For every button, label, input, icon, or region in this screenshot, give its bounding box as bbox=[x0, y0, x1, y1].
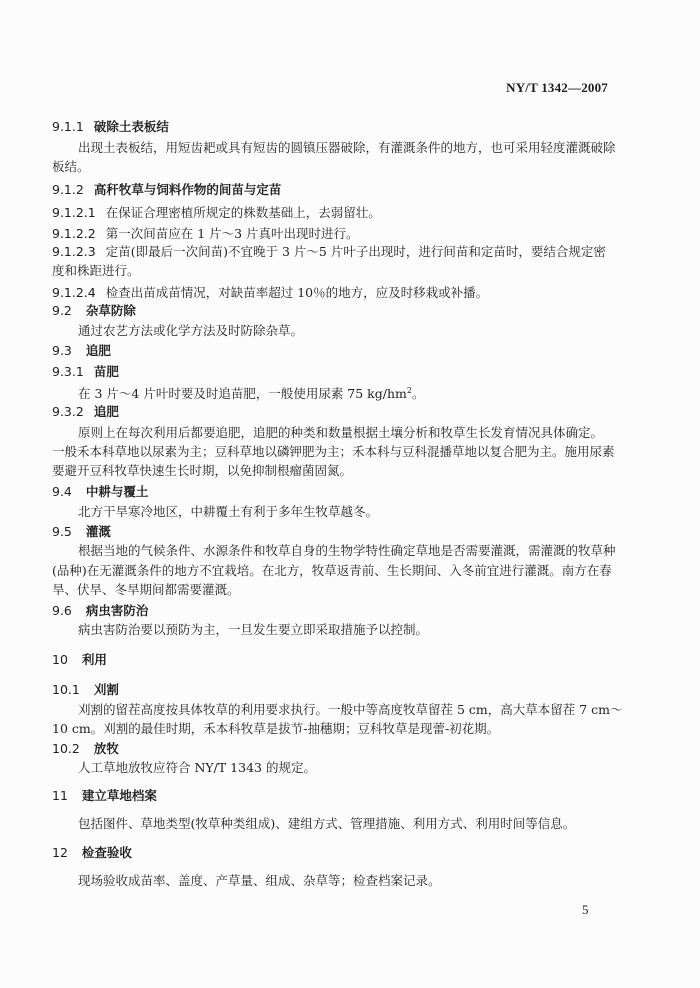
line-text: 人工草地放牧应符合 NY/T 1343 的规定。 bbox=[78, 760, 316, 775]
section-heading bbox=[52, 182, 281, 198]
paragraph-line bbox=[52, 563, 612, 579]
paragraph-line bbox=[52, 582, 240, 598]
clause-number: 9.3.2 bbox=[52, 404, 84, 419]
section-heading bbox=[52, 404, 119, 420]
line-text: 检查出苗成苗情况，对缺苗率超过 10％的地方，应及时移栽或补播。 bbox=[105, 285, 489, 300]
line-text: 第一次间苗应在 1 片～3 片真叶出现时进行。 bbox=[105, 226, 359, 241]
paragraph-line bbox=[52, 159, 90, 175]
line-text: 现场验收成苗率、盖度、产草量、组成、杂草等；检查档案记录。 bbox=[78, 873, 441, 888]
paragraph-line bbox=[78, 873, 441, 889]
numbered-clause bbox=[52, 285, 488, 301]
heading-text: 追肥 bbox=[93, 404, 119, 419]
clause-number: 9.3.1 bbox=[52, 364, 84, 379]
clause-number: 9.6 bbox=[52, 603, 72, 618]
line-text: 一般禾本科草地以尿素为主；豆科草地以磷钾肥为主；禾本科与豆科混播草地以复合肥为主。施用尿素 bbox=[52, 444, 615, 459]
section-heading bbox=[52, 741, 119, 757]
paragraph-line bbox=[78, 543, 616, 559]
section-heading bbox=[52, 484, 148, 500]
line-text: 根据当地的气候条件、水源条件和牧草自身的生物学特性确定草地是否需要灌溉，需灌溉的牧草种 bbox=[78, 543, 616, 558]
clause-number: 9.5 bbox=[52, 524, 72, 539]
line-text: 病虫害防治要以预防为主，一旦发生要立即采取措施予以控制。 bbox=[78, 622, 429, 637]
line-text: 通过农艺方法或化学方法及时防除杂草。 bbox=[78, 323, 304, 338]
line-text: 旱、伏旱、冬旱期间都需要灌溉。 bbox=[52, 582, 240, 597]
clause-number: 10.2 bbox=[52, 741, 80, 756]
heading-text: 检查验收 bbox=[81, 845, 132, 860]
section-heading bbox=[52, 343, 111, 359]
section-heading bbox=[52, 845, 132, 861]
line-text: 出现土表板结，用短齿耙或具有短齿的圆镇压器破除，有灌溉条件的地方，也可采用轻度灌溉破除 bbox=[78, 140, 616, 155]
clause-number: 12 bbox=[52, 845, 68, 860]
section-heading bbox=[52, 524, 111, 540]
section-heading bbox=[52, 364, 119, 380]
paragraph-line bbox=[52, 721, 499, 737]
line-text: 10 cm。刈割的最佳时期，禾本科牧草是拔节-抽穗期；豆科牧草是现蕾-初花期。 bbox=[52, 721, 500, 736]
line-text: 度和株距进行。 bbox=[52, 263, 140, 278]
paragraph-line bbox=[52, 463, 352, 479]
line-text: 刈割的留茬高度按具体牧草的利用要求执行。一般中等高度牧草留茬 5 cm，高大草本留茬 7 cm～ bbox=[78, 702, 623, 717]
paragraph-line bbox=[78, 504, 378, 520]
line-tail: 。 bbox=[411, 386, 425, 402]
paragraph-line bbox=[78, 323, 303, 339]
clause-number: 10 bbox=[52, 652, 68, 667]
heading-text: 灌溉 bbox=[85, 524, 111, 539]
clause-number: 10.1 bbox=[52, 682, 80, 697]
clause-number: 9.1.1 bbox=[52, 119, 84, 134]
paragraph-line bbox=[78, 760, 316, 776]
clause-number: 9.1.2 bbox=[52, 182, 84, 197]
clause-number: 11 bbox=[52, 788, 68, 803]
section-heading bbox=[52, 119, 169, 135]
line-text: 要避开豆科牧草快速生长时期，以免抑制根瘤菌固氮。 bbox=[52, 463, 353, 478]
heading-text: 刈割 bbox=[93, 682, 119, 697]
line-text: 包括图件、草地类型(牧草种类组成)、建组方式、管理措施、利用方式、利用时间等信息。 bbox=[78, 816, 576, 831]
clause-number: 9.1.2.2 bbox=[52, 226, 96, 241]
heading-text: 中耕与覆土 bbox=[85, 484, 149, 499]
clause-number: 9.2 bbox=[52, 303, 72, 318]
heading-text: 利用 bbox=[81, 652, 107, 667]
line-text: 在 3 片～4 片叶时要及时追苗肥，一般使用尿素 75 kg/hm bbox=[78, 386, 407, 402]
numbered-clause bbox=[52, 226, 359, 242]
clause-number: 9.1.2.1 bbox=[52, 205, 96, 220]
line-text: 板结。 bbox=[52, 159, 90, 174]
line-text: 定苗(即最后一次间苗)不宜晚于 3 片～5 片叶子出现时，进行间苗和定苗时，要结合规定密 bbox=[105, 244, 606, 259]
paragraph-line bbox=[78, 816, 575, 832]
heading-text: 杂草防除 bbox=[85, 303, 136, 318]
section-heading bbox=[52, 652, 107, 668]
numbered-clause bbox=[52, 244, 606, 260]
heading-text: 高秆牧草与饲料作物的间苗与定苗 bbox=[93, 182, 282, 197]
heading-text: 追肥 bbox=[85, 343, 111, 358]
clause-number: 9.1.2.3 bbox=[52, 244, 96, 259]
clause-number: 9.3 bbox=[52, 343, 72, 358]
paragraph-line bbox=[78, 702, 623, 718]
section-heading bbox=[52, 788, 157, 804]
paragraph-line bbox=[52, 263, 140, 279]
heading-text: 病虫害防治 bbox=[85, 603, 149, 618]
standard-code: NY/T 1342—2007 bbox=[506, 80, 608, 95]
section-heading bbox=[52, 603, 148, 619]
clause-number: 9.4 bbox=[52, 484, 72, 499]
unit-superscript: 2 bbox=[406, 386, 412, 395]
line-text: 在保证合理密植所规定的株数基础上，去弱留壮。 bbox=[105, 205, 381, 220]
section-heading bbox=[52, 682, 119, 698]
line-text: 原则上在每次利用后都要追肥，追肥的种类和数量根据土壤分析和牧草生长发育情况具体确定。 bbox=[78, 425, 604, 440]
section-heading bbox=[52, 303, 136, 319]
heading-text: 破除土表板结 bbox=[93, 119, 169, 134]
paragraph-line bbox=[52, 444, 615, 460]
heading-text: 建立草地档案 bbox=[81, 788, 157, 803]
numbered-clause bbox=[52, 205, 381, 221]
paragraph-line bbox=[78, 383, 424, 402]
clause-number: 9.1.2.4 bbox=[52, 285, 96, 300]
heading-text: 苗肥 bbox=[93, 364, 119, 379]
paragraph-line bbox=[78, 425, 603, 441]
heading-text: 放牧 bbox=[93, 741, 119, 756]
line-text: (品种)在无灌溉条件的地方不宜栽培。在北方，牧草返青前、生长期间、入冬前宜进行灌溉。南方在春 bbox=[52, 563, 612, 578]
line-text: 北方干旱寒冷地区，中耕覆土有利于多年生牧草越冬。 bbox=[78, 504, 379, 519]
paragraph-line bbox=[78, 140, 616, 156]
page-number: 5 bbox=[582, 902, 589, 917]
paragraph-line bbox=[78, 622, 428, 638]
